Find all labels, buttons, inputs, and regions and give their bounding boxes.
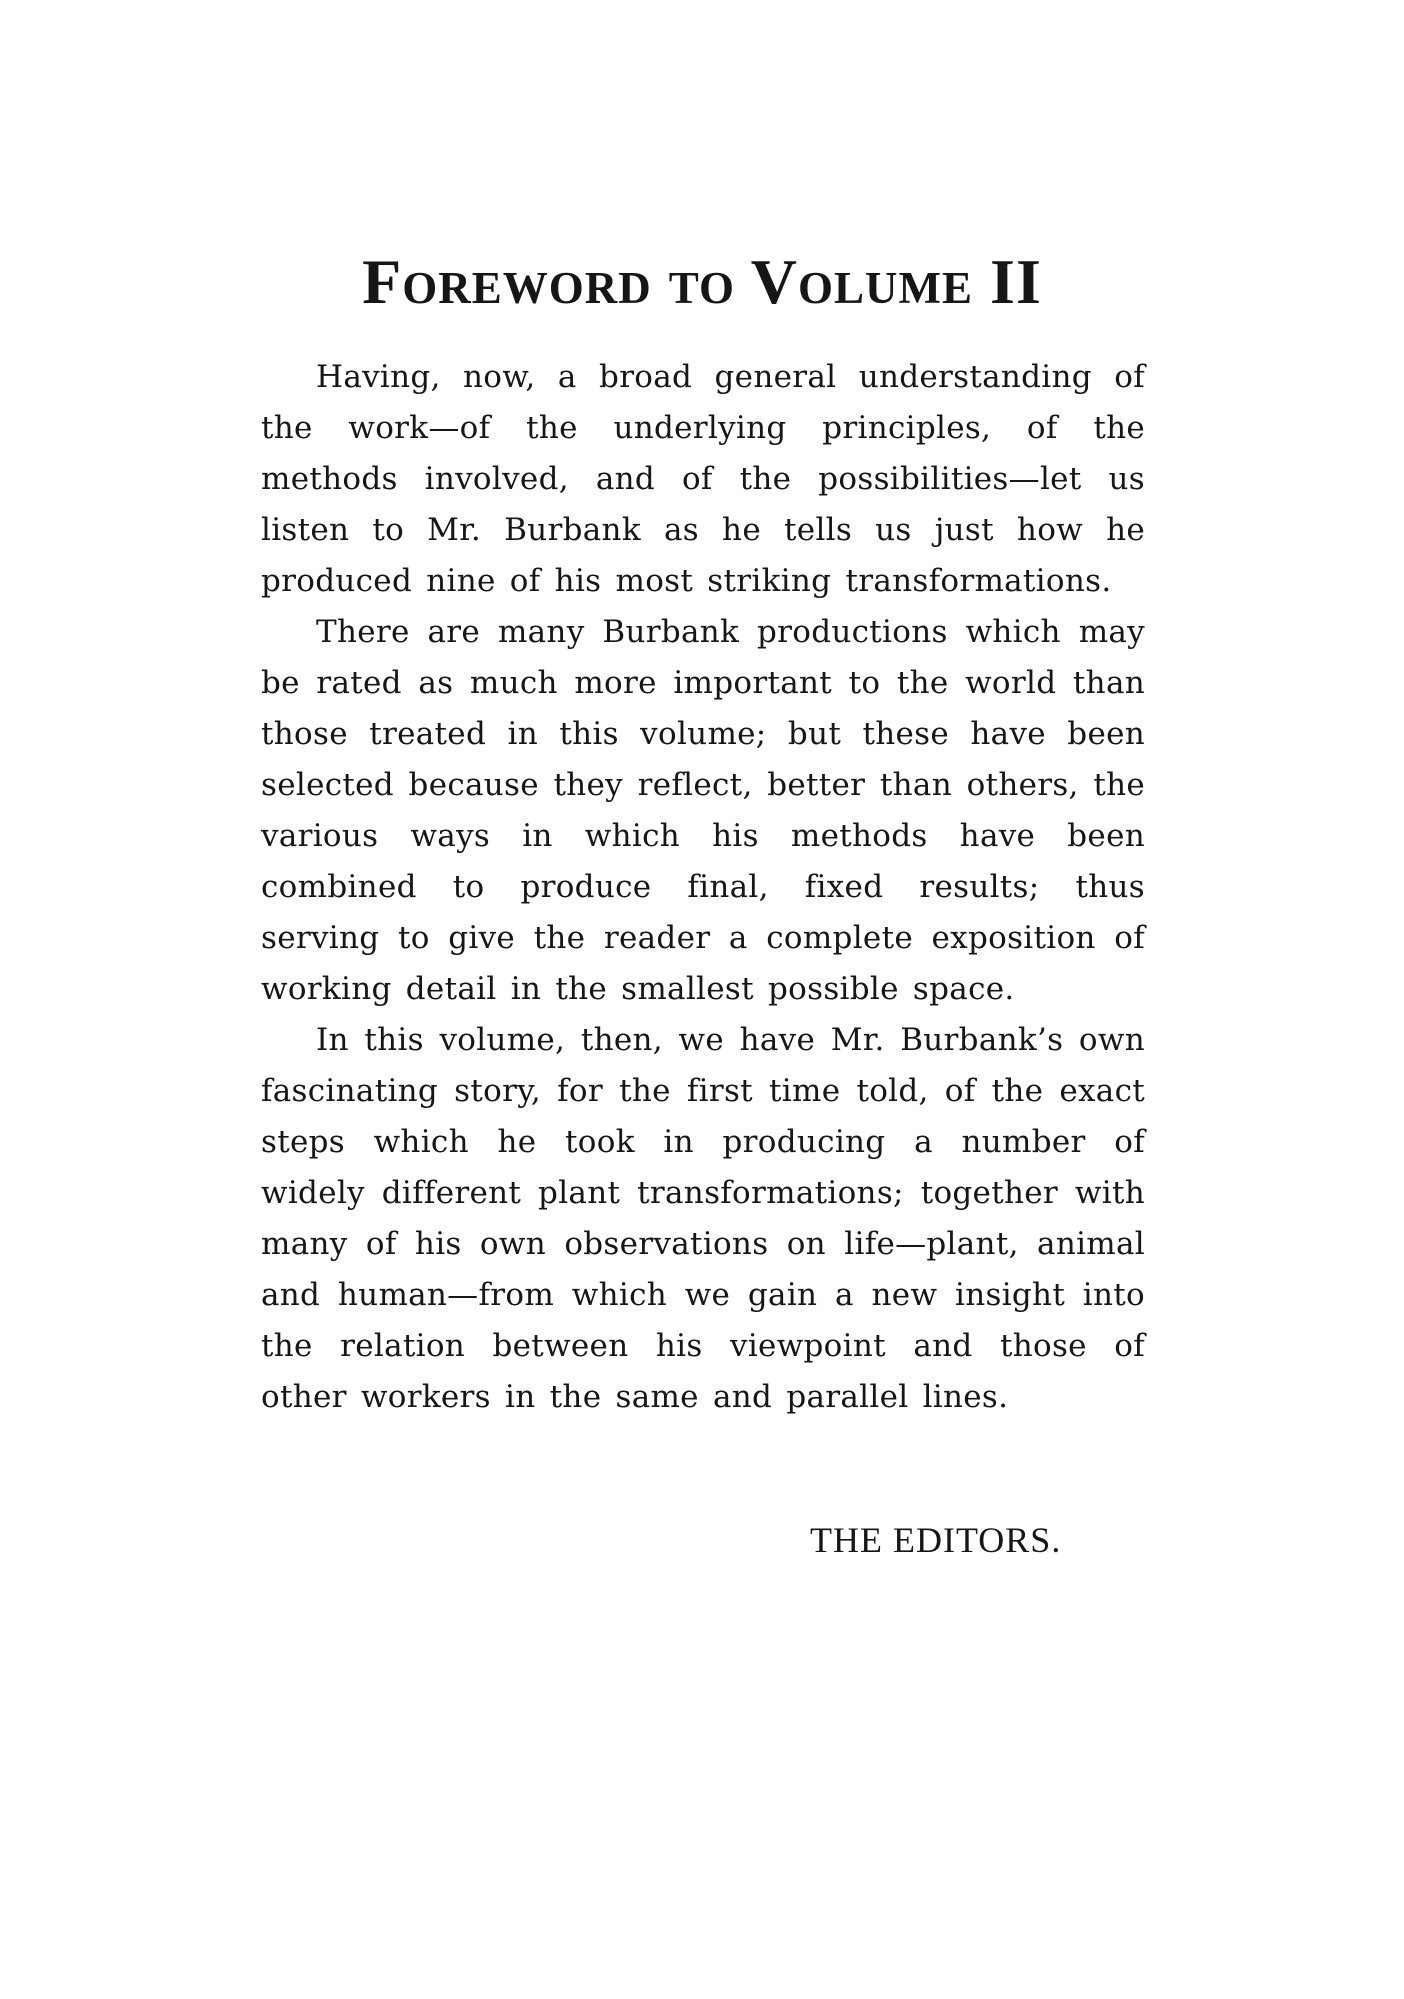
signature: THE EDITORS.	[810, 1520, 1062, 1560]
page-title: Foreword to Volume II	[362, 246, 1042, 317]
foreword-body	[261, 352, 1145, 1423]
paragraph-1: Having, now, a broad general understanding of the work—of the underlying principles, of the methods involved, and of the possibilities—let us listen to Mr. Burbank as he tells us just how he produced nine of his most striking transformations.	[261, 359, 1145, 599]
paragraph-2: There are many Burbank productions which may be rated as much more important to the world than those treated in this volume; but these have been selected because they reflect, better than others, the various ways in which his methods have been combined to produce final, fixed results; thus serving to give the reader a complete exposition of working detail in the smallest possible space.	[261, 614, 1145, 1007]
paragraph-3: In this volume, then, we have Mr. Burbank’s own fascinating story, for the first time told, of the exact steps which he took in producing a number of widely different plant transformations; together with many of his own observations on life—plant, animal and human—from which we gain a new insight into the relation between his viewpoint and those of other workers in the same and parallel lines.	[261, 1022, 1145, 1415]
